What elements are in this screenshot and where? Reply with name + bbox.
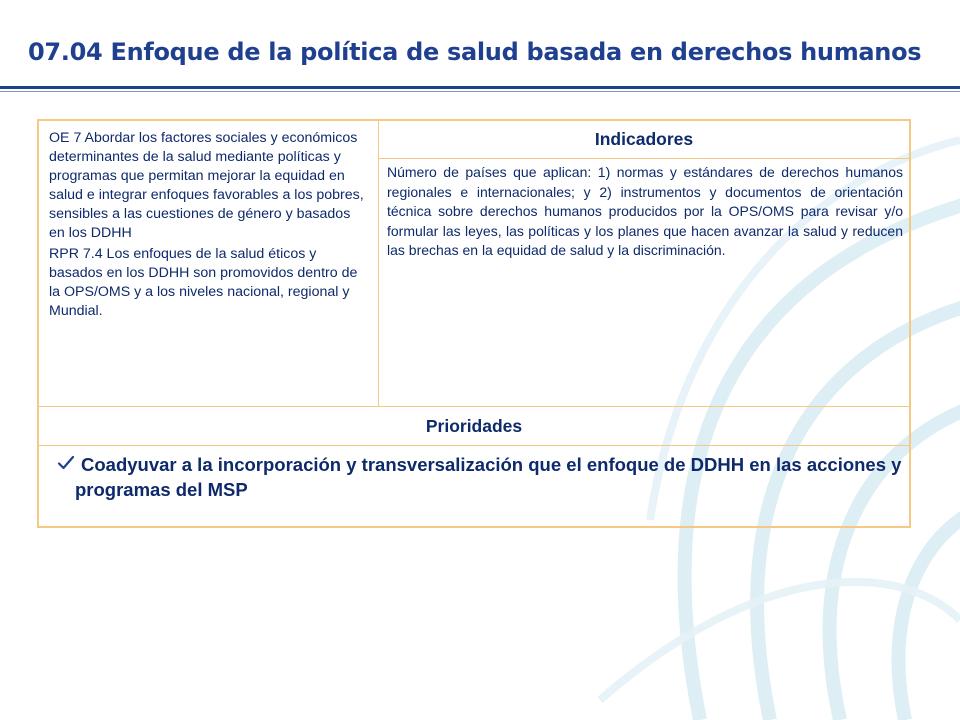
priority-text: Coadyuvar a la incorporación y transversalización que el enfoque de DDHH en las acciones y programas del MSP	[75, 454, 902, 500]
priorities-list	[39, 446, 909, 526]
indicators-text: Número de países que aplican: 1) normas y estándares de derechos humanos regionales e internacionales; y 2) instrumentos y documentos de orientación técnica sobre derechos humanos producidos por la OPS/OMS para revisar y/o formular las leyes, las políticas y los planes que hacen avanzar la salud y reducen las brechas en la equidad de salud y la discriminación.	[387, 164, 903, 258]
objective-text: OE 7 Abordar los factores sociales y económicos determinantes de la salud mediante políticas y programas que permitan mejorar la equidad en salud e integrar enfoques favorables a los pobres, sensibles a las cuestiones de género y basados en los DDHH	[49, 130, 364, 241]
title-divider	[0, 86, 960, 92]
page-title: 07.04 Enfoque de la política de salud basada en derechos humanos	[28, 38, 922, 66]
expected-result-text: RPR 7.4 Los enfoques de la salud éticos y basados en los DDHH son promovidos dentro de la OPS/OMS y a los niveles nacional, regional y Mundial.	[49, 246, 358, 319]
indicators-heading: Indicadores	[379, 121, 909, 159]
priorities-heading: Prioridades	[39, 406, 909, 446]
objective-cell	[39, 121, 379, 406]
policy-table	[37, 119, 911, 528]
list-item	[63, 452, 909, 502]
check-icon	[57, 454, 75, 472]
